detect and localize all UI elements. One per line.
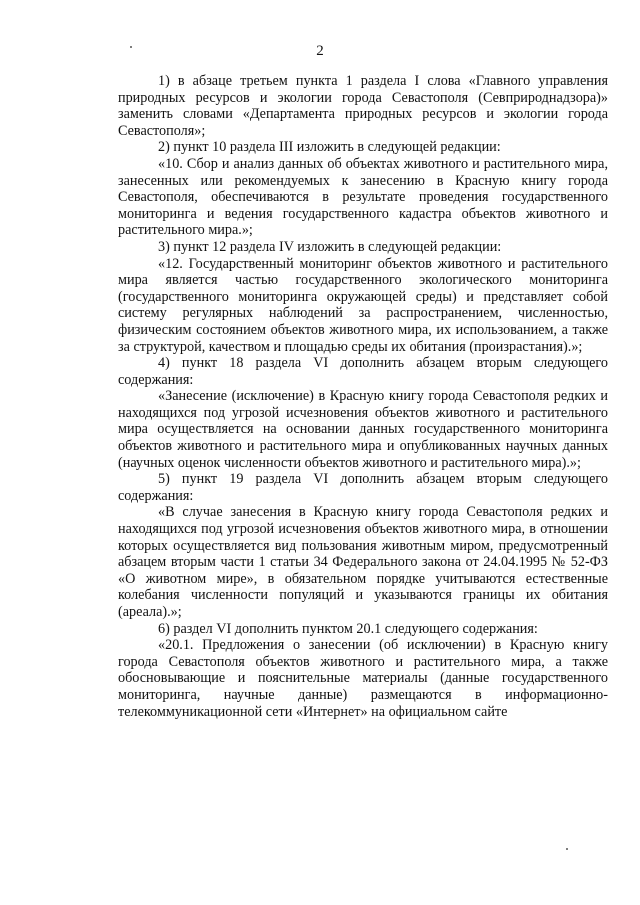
scan-speck <box>130 46 132 48</box>
paragraph-6: 4) пункт 18 раздела VI дополнить абзацем вторым следующего содержания: <box>118 355 608 388</box>
scan-speck <box>566 848 568 850</box>
paragraph-4: 3) пункт 12 раздела IV изложить в следующей редакции: <box>158 238 502 255</box>
paragraph-11: «20.1. Предложения о занесении (об исключении) в Красную книгу города Севастополя объектов животного и растительного мира, а также обосновывающие и пояснительные материалы (данные государственного мониторинга, научные данные) размещаются в информационно-телекоммуникационной сети «Интернет» на официальном сайте <box>118 637 608 720</box>
paragraph-10: 6) раздел VI дополнить пунктом 20.1 следующего содержания: <box>158 620 538 637</box>
paragraph-5: «12. Государственный мониторинг объектов животного и растительного мира является частью государственного экологического мониторинга (государственного мониторинга окружающей среды) и представляет собой систему регулярных наблюдений за распространением, численностью, физическим состоянием объектов животного мира, их использованием, а также за структурой, качеством и площадью среды их обитания (произрастания).»; <box>118 255 608 355</box>
paragraph-9: «В случае занесения в Красную книгу города Севастополя редких и находящихся под угрозой исчезновения объектов животного мира, в отношении которых осуществляется вид пользования животным миром, предусмотренный абзацем вторым части 1 статьи 34 Федерального закона от 24.04.1995 № 52-ФЗ «О животном мире», в обязательном порядке учитываются естественные колебания численности популяций и указываются границы их обитания (ареала).»; <box>118 504 608 620</box>
paragraph-8: 5) пункт 19 раздела VI дополнить абзацем вторым следующего содержания: <box>118 471 608 504</box>
paragraph-7: «Занесение (исключение) в Красную книгу города Севастополя редких и находящихся под угрозой исчезновения объектов животного и растительного мира осуществляется на основании данных государственного мониторинга объектов животного и растительного мира и опубликованных научных данных (научных оценок численности объектов животного и растительного мира).»; <box>118 388 608 471</box>
paragraph-1: 1) в абзаце третьем пункта 1 раздела I слова «Главного управления природных ресурсов и экологии города Севастополя (Севприроднадзора)» заменить словами «Департамента природных ресурсов и экологии города Севастополя»; <box>118 73 608 139</box>
paragraph-2: 2) пункт 10 раздела III изложить в следующей редакции: <box>158 139 501 156</box>
document-body <box>118 73 608 720</box>
page-number: 2 <box>316 43 324 59</box>
paragraph-3: «10. Сбор и анализ данных об объектах животного и растительного мира, занесенных или рекомендуемых к занесению в Красную книгу города Севастополя, обеспечиваются в результате проведения государственного мониторинга и ведения государственного кадастра объектов животного и растительного мира.»; <box>118 155 608 239</box>
